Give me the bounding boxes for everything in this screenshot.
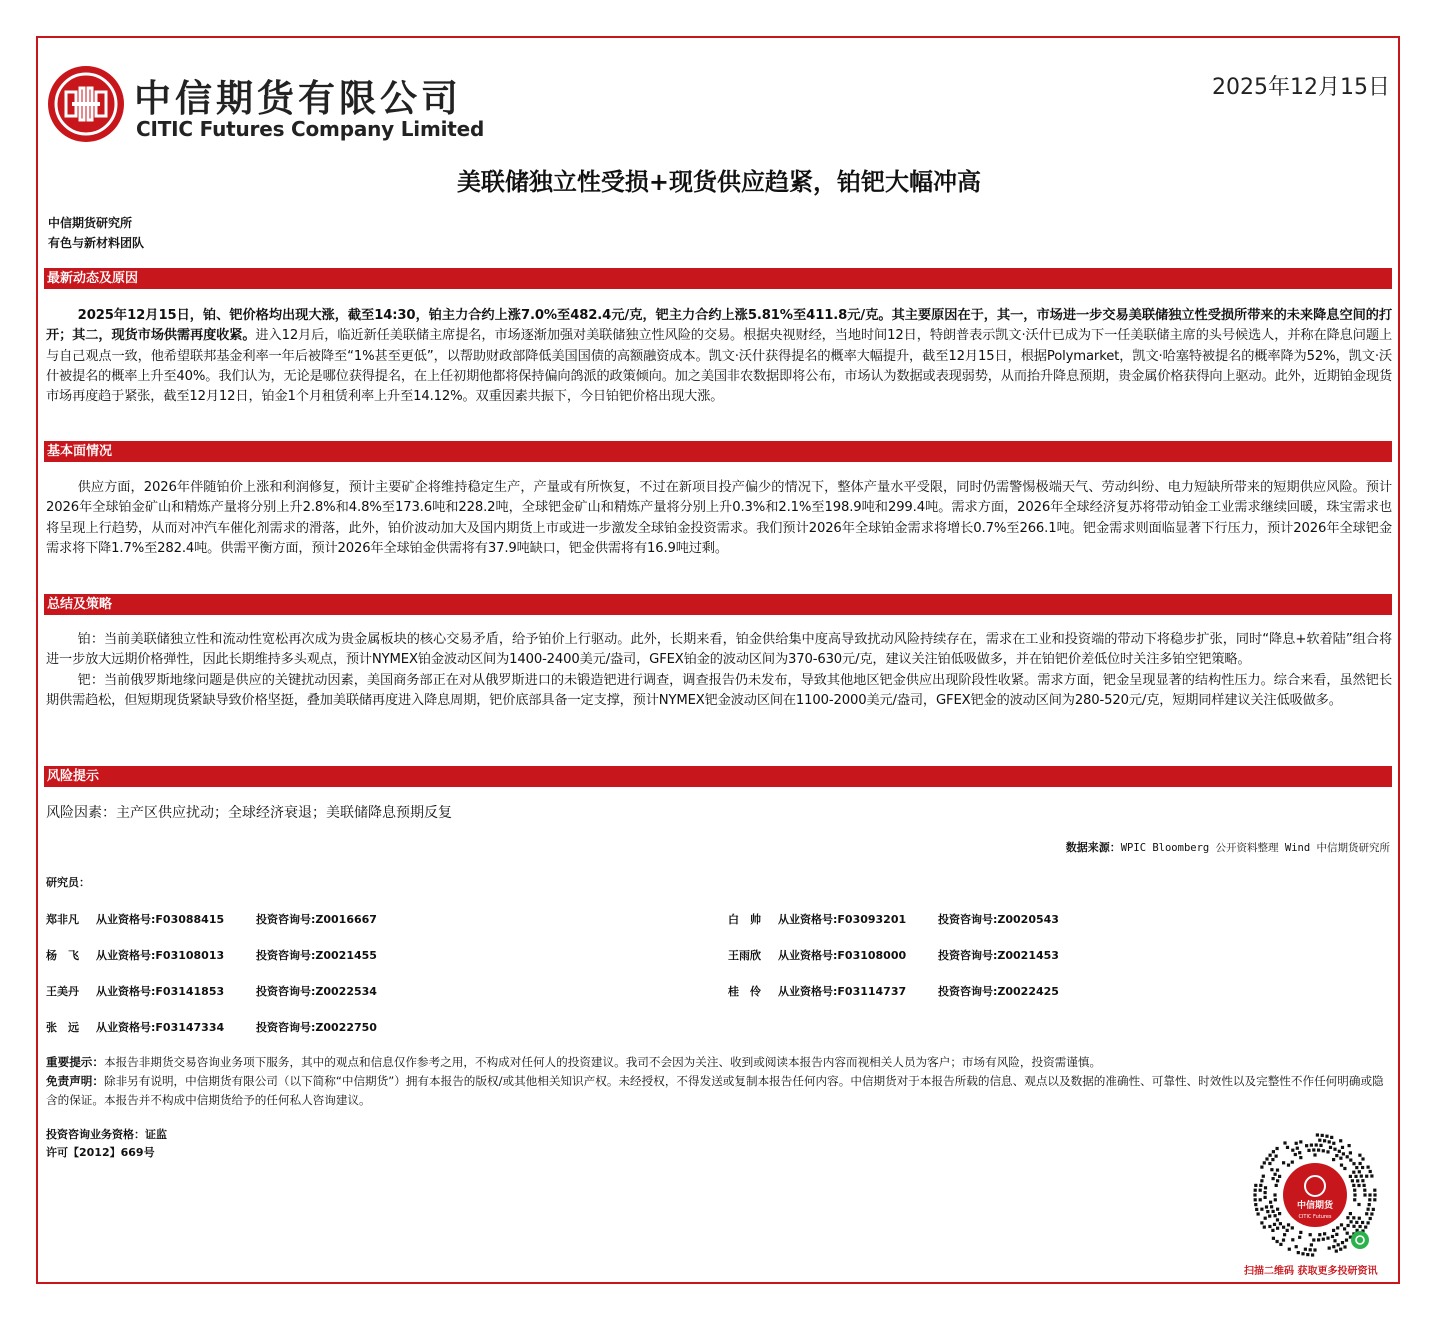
qr-dot — [1328, 1247, 1331, 1250]
qr-dot — [1310, 1243, 1313, 1246]
qr-dot — [1313, 1153, 1316, 1156]
qr-dot — [1346, 1155, 1349, 1158]
qr-dot — [1331, 1235, 1334, 1238]
qr-dot — [1283, 1233, 1286, 1236]
researcher-cert: 从业资格号:F03147334 — [96, 1021, 225, 1034]
qr-dot — [1356, 1179, 1359, 1182]
qr-dot — [1347, 1224, 1350, 1227]
qr-dot — [1282, 1161, 1285, 1164]
qr-dot — [1276, 1147, 1279, 1150]
researcher-inv: 投资咨询号:Z0022534 — [256, 985, 377, 998]
researcher-row — [46, 983, 377, 999]
qr-dot — [1352, 1225, 1355, 1228]
qr-code-icon[interactable] — [1248, 1128, 1382, 1262]
qr-dot — [1358, 1170, 1361, 1173]
qr-dot — [1283, 1141, 1286, 1144]
qr-dot — [1273, 1223, 1276, 1226]
qr-dot — [1279, 1222, 1282, 1225]
section-heading-latest: 最新动态及原因 — [44, 268, 1392, 289]
qr-dot — [1306, 1253, 1309, 1256]
qr-dot — [1372, 1208, 1375, 1211]
qr-dot — [1328, 1140, 1331, 1143]
qr-dot — [1317, 1149, 1320, 1152]
qr-dot — [1335, 1154, 1338, 1157]
qr-dot — [1268, 1215, 1271, 1218]
citic-logo-icon — [46, 64, 126, 144]
qr-dot — [1262, 1175, 1265, 1178]
qr-dot — [1269, 1154, 1272, 1157]
qr-dot — [1299, 1156, 1302, 1159]
qr-dot — [1368, 1198, 1371, 1201]
researcher-inv: 投资咨询号:Z0020543 — [938, 913, 1059, 926]
qr-dot — [1353, 1193, 1356, 1196]
researcher-inv: 投资咨询号:Z0022425 — [938, 985, 1059, 998]
license-line-1: 投资咨询业务资格：证监 — [46, 1128, 167, 1141]
qr-dot — [1291, 1226, 1294, 1229]
section-body-strategy — [46, 630, 1392, 711]
researcher-cert: 从业资格号:F03141853 — [96, 985, 225, 998]
qr-dot — [1343, 1245, 1346, 1248]
qr-dot — [1335, 1233, 1338, 1236]
researcher-name: 王雨欣 — [728, 949, 761, 962]
qr-dot — [1349, 1159, 1352, 1162]
qr-dot — [1351, 1179, 1354, 1182]
qr-dot — [1352, 1184, 1355, 1187]
qr-dot — [1253, 1193, 1256, 1196]
qr-dot — [1298, 1236, 1301, 1239]
qr-dot — [1286, 1229, 1289, 1232]
qr-caption: 扫描二维码 获取更多投研资讯 — [1244, 1266, 1378, 1277]
researcher-name: 张 远 — [46, 1021, 79, 1034]
section-heading-fundamentals: 基本面情况 — [44, 441, 1392, 462]
qr-dot — [1264, 1196, 1267, 1199]
qr-dot — [1264, 1186, 1267, 1189]
qr-dot — [1330, 1136, 1333, 1139]
qr-dot — [1276, 1169, 1279, 1172]
qr-dot — [1353, 1198, 1356, 1201]
qr-dot — [1333, 1239, 1336, 1242]
qr-dot — [1274, 1173, 1277, 1176]
qr-dot — [1318, 1139, 1321, 1142]
important-notice-label: 重要提示： — [46, 1055, 104, 1069]
section-heading-risk: 风险提示 — [44, 766, 1392, 787]
qr-dot — [1264, 1217, 1267, 1220]
qr-dot — [1358, 1217, 1361, 1220]
qr-dot — [1309, 1233, 1312, 1236]
qr-dot — [1340, 1164, 1343, 1167]
qr-dot — [1301, 1252, 1304, 1255]
qr-dot — [1364, 1226, 1367, 1229]
qr-dot — [1274, 1214, 1277, 1217]
researcher-inv: 投资咨询号:Z0021453 — [938, 949, 1059, 962]
qr-dot — [1332, 1229, 1335, 1232]
qr-dot — [1291, 1161, 1294, 1164]
qr-dot — [1341, 1146, 1344, 1149]
disclaimer — [46, 1072, 1392, 1110]
qr-dot — [1363, 1184, 1366, 1187]
researcher-inv: 投资咨询号:Z0022750 — [256, 1021, 377, 1034]
qr-dot — [1333, 1148, 1336, 1151]
researcher-name: 杨 飞 — [46, 949, 79, 962]
qr-center-en: CITIC Futures — [1298, 1214, 1332, 1220]
qr-dot — [1282, 1239, 1285, 1242]
qr-dot — [1329, 1146, 1332, 1149]
qr-dot — [1274, 1198, 1277, 1201]
data-source-value: WPIC Bloomberg 公开资料整理 Wind 中信期货研究所 — [1120, 842, 1390, 854]
qr-dot — [1297, 1251, 1300, 1254]
qr-dot — [1312, 1238, 1315, 1241]
qr-dot — [1318, 1233, 1321, 1236]
strategy-platinum: 铂：当前美联储独立性和流动性宽松再次成为贵金属板块的核心交易矛盾，给予铂价上行驱动。此外，长期来看，铂金供给集中度高导致扰动风险持续存在，需求在工业和投资端的带动下将稳步扩张，同时“降息+软着陆”组合将进一步放大远期价格弹性，因此长期维持多头观点，预计NYMEX铂金波动区间为1400-2400美元/盎司，GFEX铂金的波动区间为370-630元/克，建议关注铂低吸做多，并在铂钯价差低位时关注多铂空钯策略。 — [46, 632, 1392, 668]
qr-dot — [1307, 1149, 1310, 1152]
qr-dot — [1369, 1170, 1372, 1173]
qr-dot — [1337, 1243, 1340, 1246]
qr-dot — [1363, 1193, 1366, 1196]
researcher-row — [728, 983, 1059, 999]
qr-dot — [1271, 1158, 1274, 1161]
qr-dot — [1275, 1155, 1278, 1158]
qr-dot — [1257, 1212, 1260, 1215]
qr-dot — [1269, 1201, 1272, 1204]
qr-dot — [1339, 1139, 1342, 1142]
qr-dot — [1360, 1175, 1363, 1178]
qr-dot — [1335, 1250, 1338, 1253]
qr-dot — [1321, 1134, 1324, 1137]
disclaimer-text: 除非另有说明，中信期货有限公司（以下简称“中信期货”）拥有本报告的版权/或其他相关知识产权。未经授权，不得发送或复制本报告任何内容。中信期货对于本报告所载的信息、观点以及数据的准确性、可靠性、时效性以及完整性不作任何明确或隐含的保证。本报告并不构成中信期货给予的任何私人咨询建议。 — [46, 1074, 1384, 1107]
latest-lead-bold: 2025年12月15日，铂、钯价格均出现大涨，截至14:30，铂主力合约上涨7.0%至482.4元/克，钯主力合约上涨5.81%至411.8元/克。其主要原因在于，其一，市场进一步交易美联储独立性受损所带来的未来降息空间的打开；其二，现货市场供需再度收紧。 — [46, 308, 1392, 344]
qr-dot — [1259, 1189, 1262, 1192]
qr-dot — [1332, 1158, 1335, 1161]
researcher-name: 郑非凡 — [46, 913, 79, 926]
latest-lead-text: 进入12月后，临近新任美联储主席提名，市场逐渐加强对美联储独立性风险的交易。根据央视财经，当地时间12日，特朗普表示凯文·沃什已成为下一任美联储主席的头号候选人，并称在降息问题上与自己观点一致，他希望联邦基金利率一年后被降至“1%甚至更低”，以帮助财政部降低美国国债的高额融资成本。凯文·沃什获得提名的概率大幅提升，截至12月15日，根据Polymarket，凯文·哈塞特被提名的概率降为52%，凯文·沃什被提名的概率上升至40%。我们认为，无论是哪位获得提名，在上任初期他都将保持偏向鸽派的政策倾向。加之美国非农数据即将公布，市场认为数据或表现弱势，从而抬升降息预期，贵金属价格获得向上驱动。此外，近期铂金现货市场再度趋于紧张，截至12月12日，铂金1个月租赁利率上升至14.12%。双重因素共振下，今日铂钯价格出现大涨。 — [46, 328, 1392, 405]
qr-dot — [1276, 1240, 1279, 1243]
qr-dot — [1370, 1212, 1373, 1215]
company-name-cn: 中信期货有限公司 — [134, 77, 462, 120]
qr-dot — [1338, 1150, 1341, 1153]
qr-dot — [1352, 1162, 1355, 1165]
researcher-inv: 投资咨询号:Z0021455 — [256, 949, 377, 962]
qr-dot — [1276, 1179, 1279, 1182]
qr-dot — [1276, 1208, 1279, 1211]
qr-dot — [1323, 1139, 1326, 1142]
qr-dot — [1272, 1177, 1275, 1180]
qr-dot — [1254, 1203, 1257, 1206]
qr-dot — [1341, 1241, 1344, 1244]
qr-dot — [1373, 1198, 1376, 1201]
qr-dot — [1260, 1179, 1263, 1182]
qr-dot — [1255, 1208, 1258, 1211]
qr-dot — [1373, 1193, 1376, 1196]
company-name-en: CITIC Futures Company Limited — [136, 117, 485, 141]
qr-dot — [1355, 1166, 1358, 1169]
qr-dot — [1304, 1248, 1307, 1251]
researcher-row — [728, 911, 1059, 927]
qr-dot — [1278, 1175, 1281, 1178]
qr-dot — [1271, 1229, 1274, 1232]
qr-dot — [1311, 1253, 1314, 1256]
qr-dot — [1367, 1221, 1370, 1224]
qr-dot — [1298, 1151, 1301, 1154]
important-notice — [46, 1053, 1392, 1072]
data-source-label: 数据来源： — [1065, 841, 1121, 854]
qr-dot — [1354, 1175, 1357, 1178]
report-date: 2025年12月15日 — [1212, 75, 1390, 100]
researcher-row — [46, 911, 377, 927]
qr-dot — [1282, 1226, 1285, 1229]
qr-dot — [1295, 1142, 1298, 1145]
qr-dot — [1276, 1227, 1279, 1230]
qr-dot — [1350, 1220, 1353, 1223]
section-body-fundamentals — [46, 478, 1392, 559]
qr-dot — [1313, 1248, 1316, 1251]
qr-dot — [1345, 1239, 1348, 1242]
qr-dot — [1288, 1248, 1291, 1251]
important-notice-text: 本报告非期货交易咨询业务项下服务，其中的观点和信息仅作参考之用，不构成对任何人的投资建议。我司不会因为关注、收到或阅读本报告内容而视相关人员为客户；市场有风险，投资需谨慎。 — [103, 1055, 1102, 1069]
qr-dot — [1254, 1184, 1257, 1187]
qr-dot — [1296, 1147, 1299, 1150]
qr-dot — [1326, 1237, 1329, 1240]
researcher-inv: 投资咨询号:Z0016667 — [256, 913, 377, 926]
qr-dot — [1357, 1203, 1360, 1206]
researcher-cert: 从业资格号:F03088415 — [96, 913, 225, 926]
qr-dot — [1367, 1166, 1370, 1169]
qr-dot — [1359, 1225, 1362, 1228]
qr-dot — [1270, 1205, 1273, 1208]
qr-dot — [1259, 1184, 1262, 1187]
qr-dot — [1370, 1174, 1373, 1177]
qr-dot — [1365, 1175, 1368, 1178]
qr-dot — [1264, 1191, 1267, 1194]
qr-dot — [1365, 1212, 1368, 1215]
qr-dot — [1295, 1245, 1298, 1248]
qr-dot — [1332, 1142, 1335, 1145]
section-body-latest — [46, 306, 1392, 407]
qr-dot — [1254, 1198, 1257, 1201]
qr-dot — [1343, 1167, 1346, 1170]
qr-dot — [1363, 1189, 1366, 1192]
qr-dot — [1305, 1144, 1308, 1147]
qr-dot — [1336, 1226, 1339, 1229]
researchers-label: 研究员： — [46, 876, 90, 889]
qr-dot — [1340, 1223, 1343, 1226]
qr-dot — [1315, 1143, 1318, 1146]
researcher-cert: 从业资格号:F03114737 — [778, 985, 907, 998]
qr-dot — [1349, 1175, 1352, 1178]
qr-dot — [1294, 1153, 1297, 1156]
researcher-name: 白 帅 — [728, 913, 761, 926]
researcher-row — [728, 947, 1059, 963]
org-team: 有色与新材料团队 — [48, 236, 145, 250]
report-title: 美联储独立性受损+现货供应趋紧，铂钯大幅冲高 — [456, 168, 982, 196]
qr-dot — [1299, 1231, 1302, 1234]
data-source — [1066, 839, 1390, 855]
qr-dot — [1325, 1135, 1328, 1138]
qr-dot — [1291, 1149, 1294, 1152]
qr-dot — [1361, 1221, 1364, 1224]
qr-dot — [1346, 1232, 1349, 1235]
qr-dot — [1260, 1221, 1263, 1224]
qr-dot — [1279, 1243, 1282, 1246]
qr-dot — [1367, 1208, 1370, 1211]
qr-dot — [1272, 1150, 1275, 1153]
researcher-cert: 从业资格号:F03108000 — [778, 949, 907, 962]
qr-dot — [1357, 1184, 1360, 1187]
qr-dot — [1369, 1217, 1372, 1220]
qr-dot — [1319, 1144, 1322, 1147]
risk-factors: 风险因素：主产区供应扰动；全球经济衰退；美联储降息预期反复 — [46, 805, 452, 821]
qr-dot — [1286, 1146, 1289, 1149]
latest-paragraph — [46, 306, 1392, 407]
qr-dot — [1352, 1216, 1355, 1219]
qr-dot — [1323, 1232, 1326, 1235]
qr-dot — [1263, 1161, 1266, 1164]
qr-dot — [1276, 1218, 1279, 1221]
qr-dot — [1265, 1157, 1268, 1160]
qr-dot — [1265, 1205, 1268, 1208]
qr-dot — [1287, 1223, 1290, 1226]
qr-dot — [1310, 1144, 1313, 1147]
qr-dot — [1361, 1166, 1364, 1169]
strategy-palladium: 钯：当前俄罗斯地缘问题是供应的关键扰动因素，美国商务部正在对从俄罗斯进口的未锻造钯进行调查，调查报告仍未发布，导致其他地区钯金供应出现阶段性收紧。需求方面，钯金呈现显著的结构性压力。综合来看，虽然钯长期供需趋松，但短期现货紧缺导致价格坚挺，叠加美联储再度进入降息周期，钯价底部具备一定支撑，预计NYMEX钯金波动区间在1100-2000美元/盎司，GFEX钯金的波动区间为280-520元/克，短期同样建议关注低吸做多。 — [46, 672, 1392, 708]
qr-dot — [1268, 1225, 1271, 1228]
qr-dot — [1361, 1157, 1364, 1160]
qr-dot — [1266, 1210, 1269, 1213]
qr-dot — [1352, 1171, 1355, 1174]
qr-dot — [1312, 1148, 1315, 1151]
org-institute: 中信期货研究所 — [48, 216, 133, 230]
qr-dot — [1260, 1166, 1263, 1169]
disclaimer-label: 免责声明： — [46, 1074, 104, 1088]
qr-dot — [1278, 1212, 1281, 1215]
qr-dot — [1342, 1152, 1345, 1155]
qr-dot — [1287, 1164, 1290, 1167]
qr-dot — [1259, 1198, 1262, 1201]
fundamentals-paragraph: 供应方面，2026年伴随铂价上涨和利润修复，预计主要矿企将维持稳定生产，产量或有所恢复，不过在新项目投产偏少的情况下，整体产量水平受限，同时仍需警惕极端天气、劳动纠纷、电力短缺所带来的短期供应风险。预计2026年全球铂金矿山和精炼产量将分别上升2.8%和4.8%至173.6吨和228.2吨，全球钯金矿山和精炼产量将分别上升0.3%和2.1%至198.9吨和299.4吨。需求方面，2026年全球经济复苏将带动铂金工业需求继续回暖，珠宝需求也将呈现上行趋势，从而对冲汽车催化剂需求的滑落，此外，铂价波动加大及国内期货上市或进一步激发全球铂金投资需求。我们预计2026年全球铂金需求将增长0.7%至266.1吨。钯金需求则面临显著下行压力，预计2026年全球钯金需求将下降1.7%至282.4吨。供需平衡方面，预计2026年全球铂金供需将有37.9吨缺口，钯金供需将有16.9吨过剩。 — [46, 480, 1392, 556]
qr-dot — [1348, 1144, 1351, 1147]
qr-dot — [1317, 1238, 1320, 1241]
qr-dot — [1359, 1162, 1362, 1165]
qr-dot — [1368, 1203, 1371, 1206]
qr-dot — [1268, 1162, 1271, 1165]
qr-dot — [1349, 1151, 1352, 1154]
researcher-cert: 从业资格号:F03093201 — [778, 913, 907, 926]
qr-dot — [1343, 1227, 1346, 1230]
qr-dot — [1272, 1210, 1275, 1213]
qr-center-cn: 中信期货 — [1296, 1201, 1334, 1211]
section-heading-strategy: 总结及策略 — [44, 594, 1392, 615]
qr-dot — [1368, 1193, 1371, 1196]
qr-dot — [1339, 1248, 1342, 1251]
qr-dot — [1299, 1140, 1302, 1143]
researcher-row — [46, 1019, 377, 1035]
qr-dot — [1322, 1149, 1325, 1152]
qr-dot — [1355, 1221, 1358, 1224]
qr-dot — [1326, 1150, 1329, 1153]
qr-dot — [1254, 1189, 1257, 1192]
researcher-name: 桂 伶 — [728, 985, 761, 998]
qr-dot — [1358, 1154, 1361, 1157]
qr-dot — [1361, 1179, 1364, 1182]
qr-dot — [1339, 1157, 1342, 1160]
researcher-cert: 从业资格号:F03108013 — [96, 949, 225, 962]
qr-dot — [1346, 1216, 1349, 1219]
researcher-row — [46, 947, 377, 963]
researcher-name: 王美丹 — [46, 985, 79, 998]
qr-dot — [1272, 1237, 1275, 1240]
qr-dot — [1263, 1226, 1266, 1229]
qr-dot — [1322, 1238, 1325, 1241]
qr-dot — [1353, 1189, 1356, 1192]
qr-dot — [1309, 1248, 1312, 1251]
qr-dot — [1332, 1245, 1335, 1248]
qr-dot — [1349, 1212, 1352, 1215]
license-line-2: 许可【2012】669号 — [46, 1146, 155, 1159]
qr-dot — [1275, 1184, 1278, 1187]
qr-dot — [1291, 1238, 1294, 1241]
qr-dot — [1373, 1189, 1376, 1192]
wechat-icon — [1351, 1231, 1369, 1249]
qr-dot — [1273, 1193, 1276, 1196]
qr-dot — [1316, 1133, 1319, 1136]
qr-dot — [1260, 1208, 1263, 1211]
qr-dot — [1270, 1168, 1273, 1171]
